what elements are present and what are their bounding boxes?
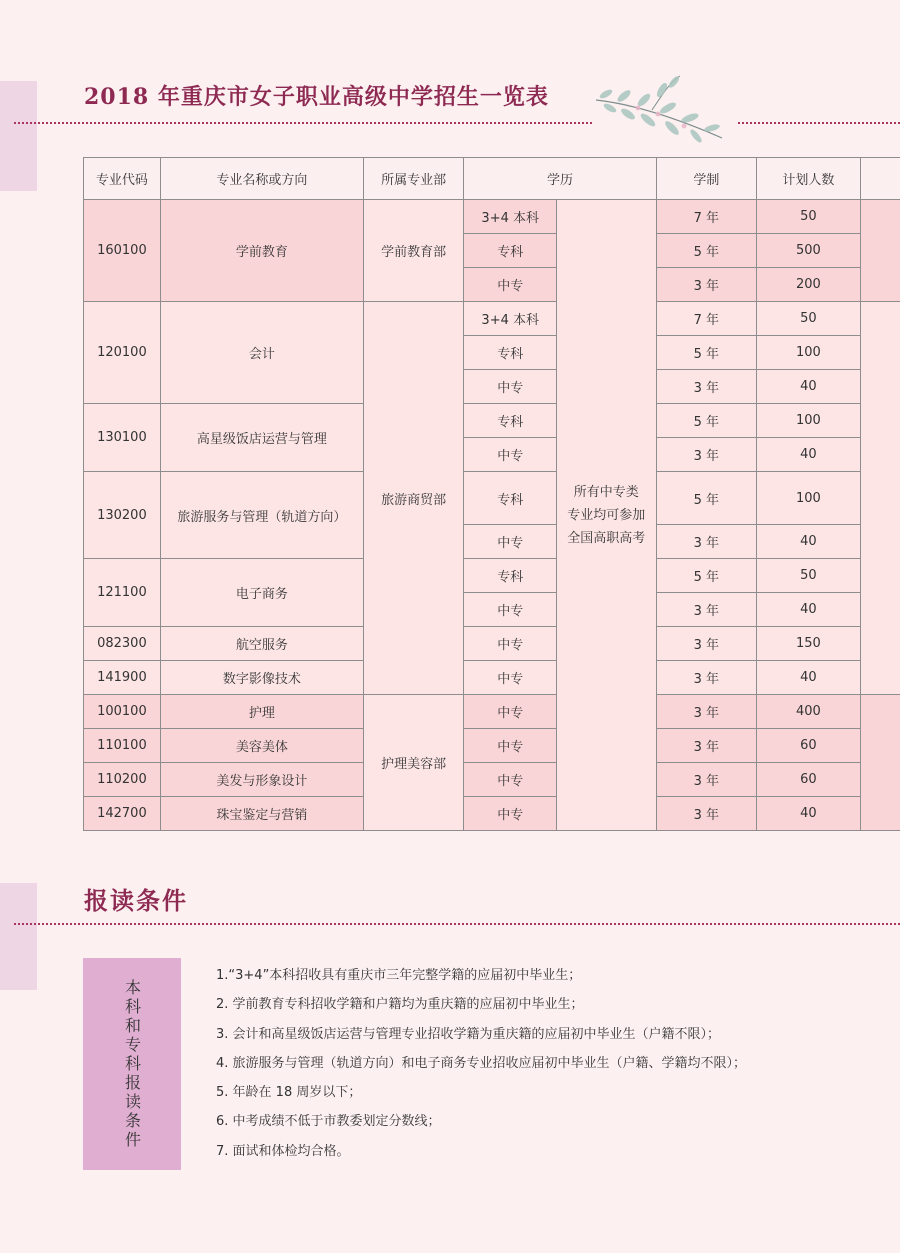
list-item: 1.“3+4”本科招收具有重庆市三年完整学籍的应届初中毕业生； <box>216 968 582 983</box>
major-code: 110200 <box>84 763 161 797</box>
conditions-list <box>216 966 746 1171</box>
plan: 150 <box>757 627 861 661</box>
years: 3 年 <box>656 370 757 404</box>
list-item: 5. 年龄在 18 周岁以下； <box>216 1085 362 1101</box>
table-row <box>84 559 900 593</box>
conditions-title: 报读条件 <box>84 886 188 915</box>
level: 专科 <box>464 336 557 370</box>
years: 7 年 <box>656 200 757 234</box>
col-header-department: 所属专业部 <box>363 158 464 200</box>
plan: 100 <box>757 336 861 370</box>
major-name: 美容美体 <box>160 729 363 763</box>
level: 3+4 本科 <box>464 302 557 336</box>
level: 3+4 本科 <box>464 200 557 234</box>
years: 5 年 <box>656 559 757 593</box>
major-code: 142700 <box>84 797 161 831</box>
list-item: 7. 面试和体检均合格。 <box>216 1143 350 1159</box>
major-name: 航空服务 <box>160 627 363 661</box>
years: 5 年 <box>656 404 757 438</box>
major-name: 会计 <box>160 302 363 404</box>
level: 中专 <box>464 695 557 729</box>
level: 中专 <box>464 268 557 302</box>
years: 3 年 <box>656 525 757 559</box>
list-item: 3. 会计和高星级饭店运营与管理专业招收学籍为重庆籍的应届初中毕业生（户籍不限）； <box>216 1026 721 1042</box>
major-code: 130200 <box>84 472 161 559</box>
plan: 40 <box>757 593 861 627</box>
level: 专科 <box>464 234 557 268</box>
enrollment-table <box>83 157 900 831</box>
conditions-divider <box>14 923 900 925</box>
major-code: 082300 <box>84 627 161 661</box>
col-header-plan: 计划人数 <box>757 158 861 200</box>
list-item: 4. 旅游服务与管理（轨道方向）和电子商务专业招收应届初中毕业生（户籍、学籍均不限）； <box>216 1055 747 1071</box>
level: 专科 <box>464 404 557 438</box>
years: 3 年 <box>656 797 757 831</box>
major-code: 130100 <box>84 404 161 472</box>
table-row <box>84 472 900 525</box>
department: 旅游商贸部 <box>363 302 464 695</box>
title-divider-right <box>738 122 900 124</box>
table-row <box>84 200 900 234</box>
major-code: 100100 <box>84 695 161 729</box>
major-name: 数字影像技术 <box>160 661 363 695</box>
department: 护理美容部 <box>363 695 464 831</box>
col-header-years: 学制 <box>656 158 757 200</box>
table-row <box>84 695 900 729</box>
level: 中专 <box>464 438 557 472</box>
side-tab-conditions <box>0 883 37 990</box>
years: 3 年 <box>656 729 757 763</box>
plan: 40 <box>757 525 861 559</box>
exam-note: 所有中专类 专业均可参加 全国高职高考 <box>557 200 657 831</box>
plan: 200 <box>757 268 861 302</box>
years: 3 年 <box>656 661 757 695</box>
level: 中专 <box>464 593 557 627</box>
list-item: 6. 中考成绩不低于市教委划定分数线； <box>216 1114 441 1130</box>
years: 3 年 <box>656 627 757 661</box>
major-code: 121100 <box>84 559 161 627</box>
level: 专科 <box>464 472 557 525</box>
years: 5 年 <box>656 472 757 525</box>
level: 中专 <box>464 763 557 797</box>
level: 中专 <box>464 525 557 559</box>
department: 学前教育部 <box>363 200 464 302</box>
major-name: 学前教育 <box>160 200 363 302</box>
plan: 50 <box>757 302 861 336</box>
level: 中专 <box>464 370 557 404</box>
major-name: 电子商务 <box>160 559 363 627</box>
table-row <box>84 404 900 438</box>
table-row <box>84 302 900 336</box>
plan: 100 <box>757 472 861 525</box>
level: 专科 <box>464 559 557 593</box>
eucalyptus-leaf-icon <box>592 70 726 146</box>
plan: 40 <box>757 797 861 831</box>
title-divider-left <box>14 122 592 124</box>
table-row <box>84 627 900 661</box>
years: 3 年 <box>656 593 757 627</box>
major-name: 旅游服务与管理（轨道方向） <box>160 472 363 559</box>
plan: 50 <box>757 559 861 593</box>
plan: 500 <box>757 234 861 268</box>
table-header-row <box>84 158 900 200</box>
table-row <box>84 763 900 797</box>
years: 3 年 <box>656 763 757 797</box>
conditions-label: 本科和专科报读条件 <box>122 978 142 1150</box>
years: 5 年 <box>656 336 757 370</box>
plan: 50 <box>757 200 861 234</box>
table-row <box>84 797 900 831</box>
col-header-code: 专业代码 <box>84 158 161 200</box>
years: 7 年 <box>656 302 757 336</box>
page-title: 2018 年重庆市女子职业高级中学招生一览表 <box>84 84 549 110</box>
plan: 40 <box>757 438 861 472</box>
plan: 100 <box>757 404 861 438</box>
major-name: 高星级饭店运营与管理 <box>160 404 363 472</box>
col-header-name: 专业名称或方向 <box>160 158 363 200</box>
years: 3 年 <box>656 438 757 472</box>
major-code: 160100 <box>84 200 161 302</box>
major-name: 珠宝鉴定与营销 <box>160 797 363 831</box>
plan: 40 <box>757 661 861 695</box>
plan: 40 <box>757 370 861 404</box>
years: 5 年 <box>656 234 757 268</box>
level: 中专 <box>464 661 557 695</box>
major-code: 141900 <box>84 661 161 695</box>
level: 中专 <box>464 627 557 661</box>
major-name: 美发与形象设计 <box>160 763 363 797</box>
major-name: 护理 <box>160 695 363 729</box>
years: 3 年 <box>656 695 757 729</box>
list-item: 2. 学前教育专科招收学籍和户籍均为重庆籍的应届初中毕业生； <box>216 997 584 1013</box>
table-row <box>84 729 900 763</box>
level: 中专 <box>464 729 557 763</box>
level: 中专 <box>464 797 557 831</box>
plan: 400 <box>757 695 861 729</box>
col-header-level: 学历 <box>464 158 656 200</box>
conditions-label-box <box>83 958 181 1170</box>
plan: 60 <box>757 763 861 797</box>
side-tab-header <box>0 81 37 191</box>
table-row <box>84 661 900 695</box>
years: 3 年 <box>656 268 757 302</box>
major-code: 110100 <box>84 729 161 763</box>
plan: 60 <box>757 729 861 763</box>
major-code: 120100 <box>84 302 161 404</box>
